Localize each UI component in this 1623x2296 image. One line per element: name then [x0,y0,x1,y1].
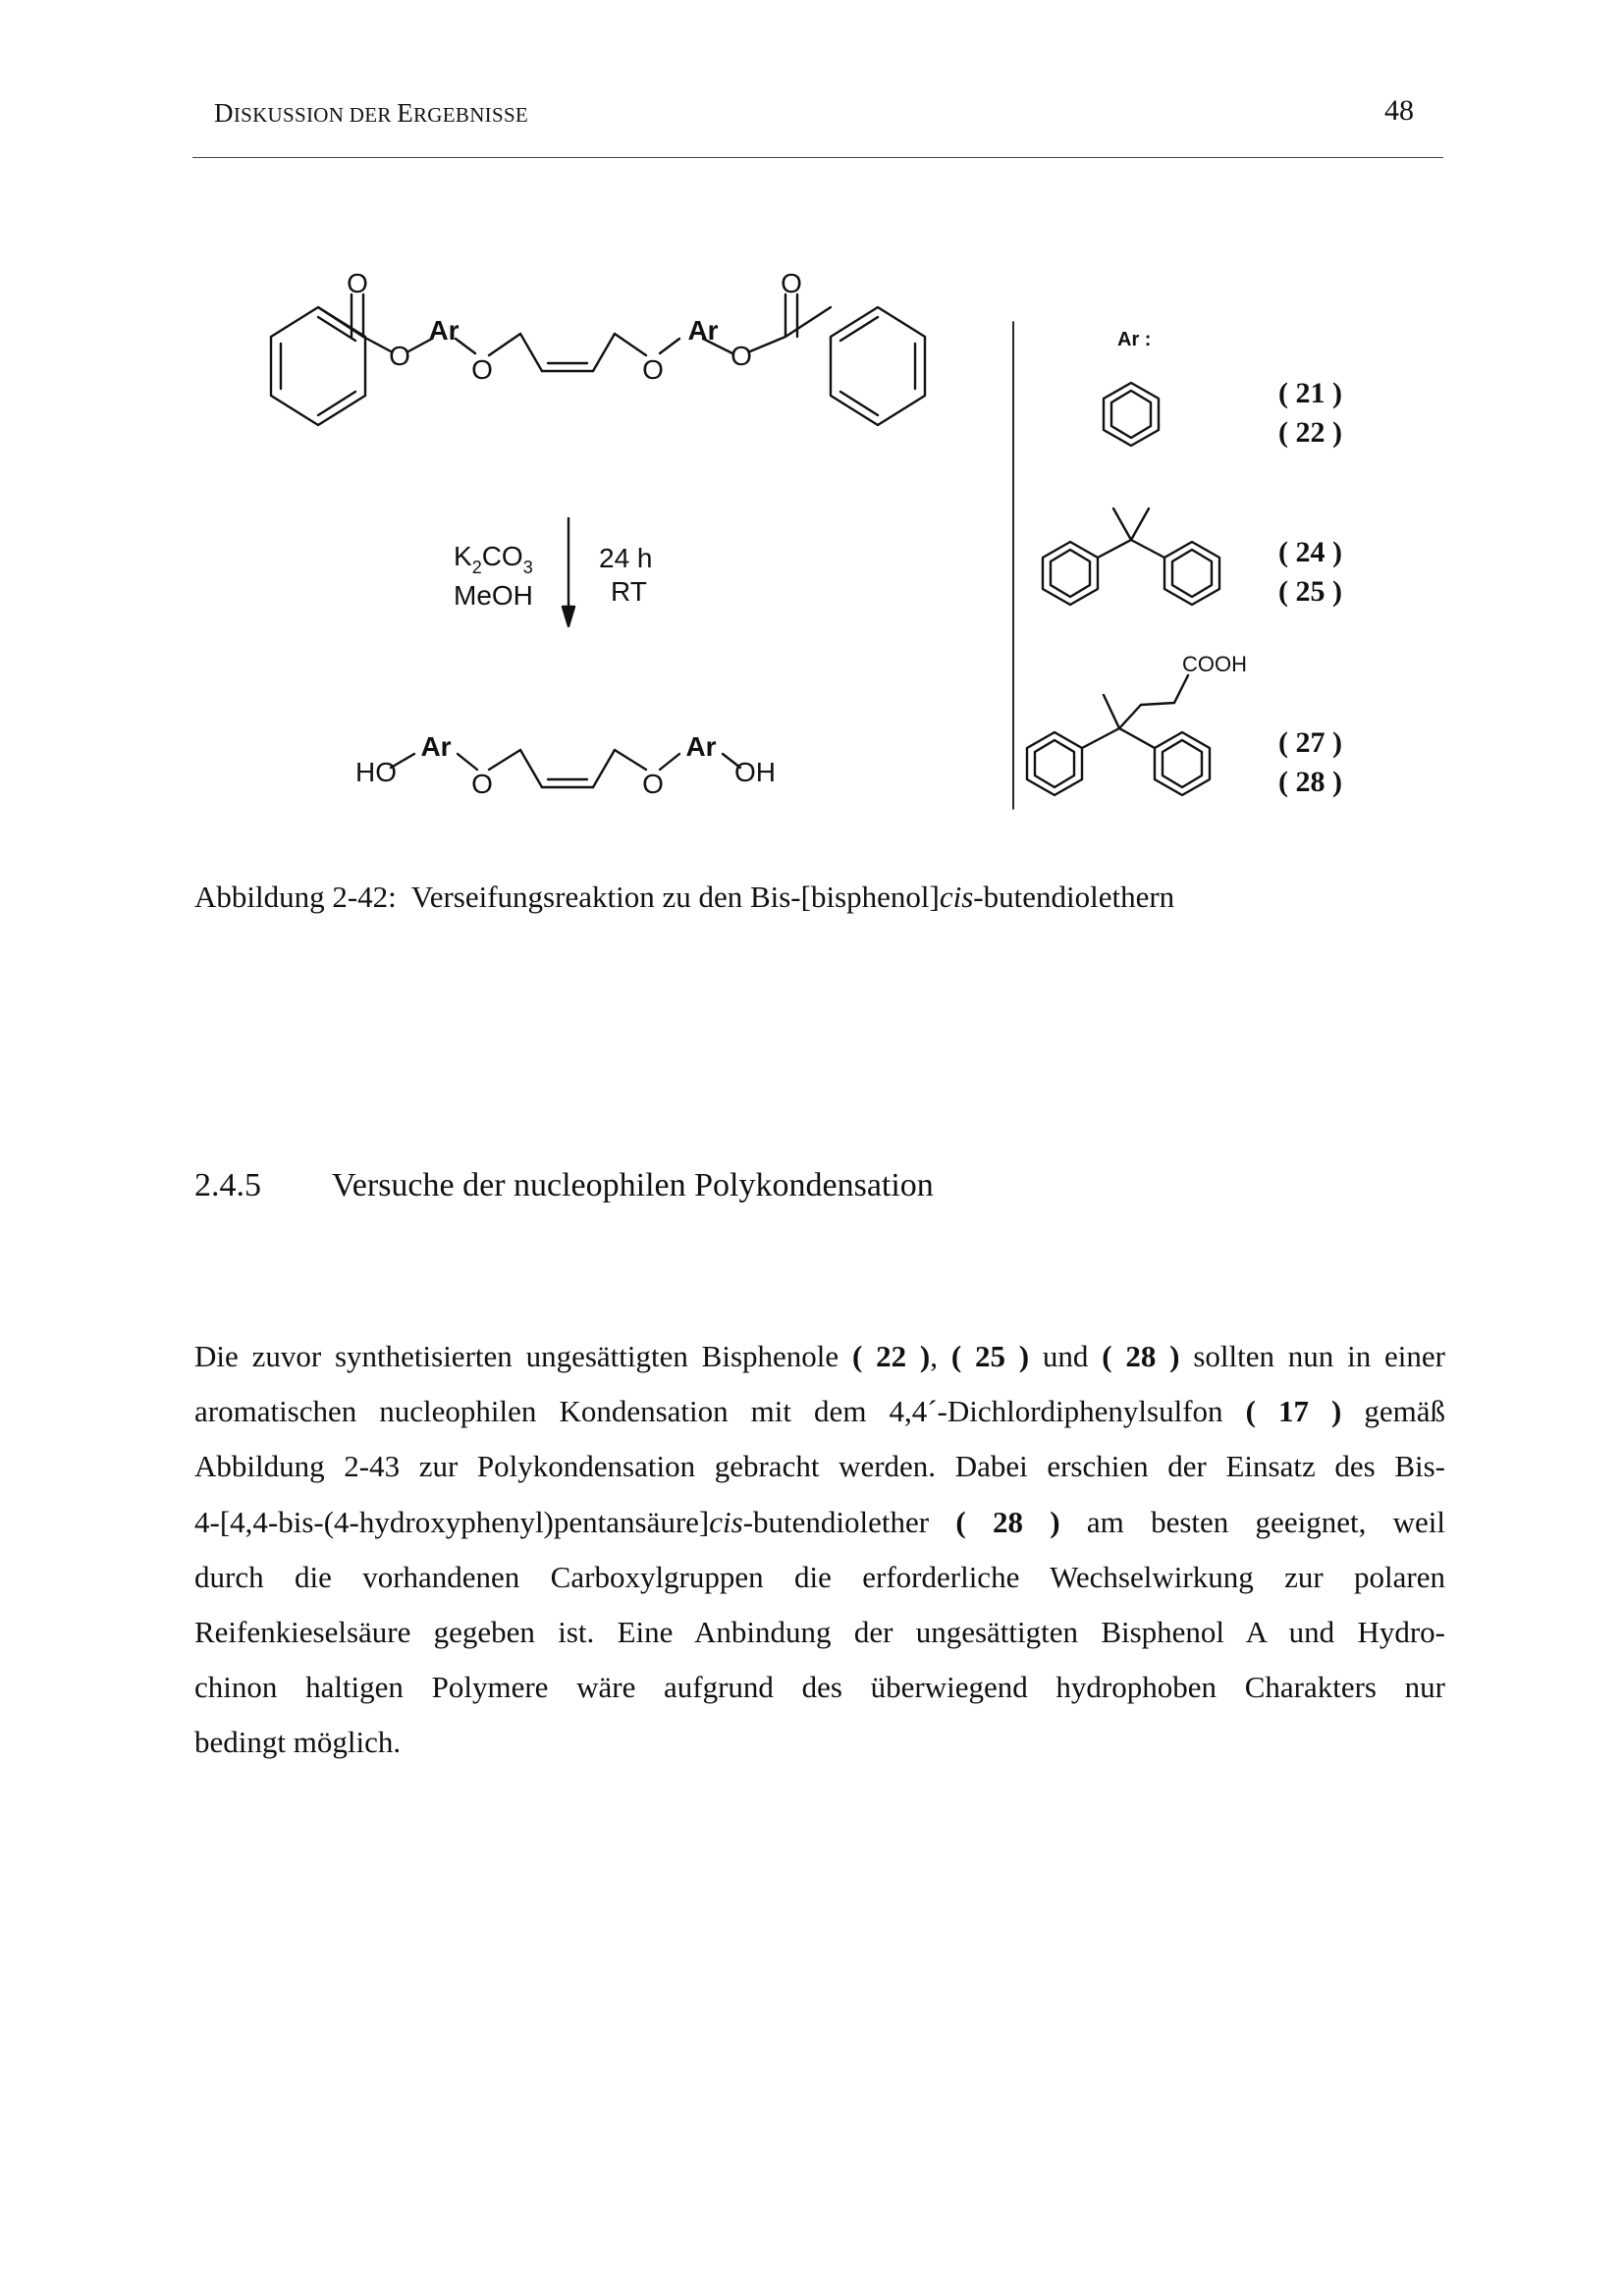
ar-label-top-left: Ar [428,315,460,346]
paragraph-line: 4-[4,4-bis-(4-hydroxyphenyl)pentansäure]cis-butendiolether ( 28 ) am besten geeignet, weil [194,1504,1445,1539]
ar-ring-hydroquinone [1104,383,1159,446]
paragraph-line: durch die vorhandenen Carboxylgruppen die erforderliche Wechselwirkung zur polaren [194,1559,1445,1594]
ar-diphenolic-acid [1027,675,1210,795]
condition-time: 24 h [599,543,653,573]
product-ho: HO [355,757,397,787]
condition-temp: RT [611,576,647,607]
section-number: 2.4.5 [194,1167,261,1203]
carbonyl-o-left: O [347,268,368,298]
reagent-meoh: MeOH [454,580,533,611]
ar-label-top-right: Ar [687,315,719,346]
page-number: 48 [1384,94,1414,127]
compound-24: ( 24 ) [1278,536,1342,568]
reagent-k2co3: $K_2CO_3$ [454,541,533,577]
ester-o-right: O [730,341,752,371]
ar-label-bottom-left: Ar [420,731,452,762]
ar-label-bottom-right: Ar [685,731,717,762]
compound-27: ( 27 ) [1278,726,1342,759]
paragraph-line: aromatischen nucleophilen Kondensation mit dem 4,4´-Dichlordiphenylsulfon ( 17 ) gemäß [194,1394,1445,1429]
paragraph-line: Abbildung 2-43 zur Polykondensation gebracht werden. Dabei erschien der Einsatz des Bis- [194,1449,1445,1484]
ether-o-bottom-left: O [471,769,493,799]
section-heading [194,1167,934,1204]
compound-25: ( 25 ) [1278,575,1342,608]
carbonyl-o-right: O [781,268,802,298]
paragraph-line: chinon haltigen Polymere wäre aufgrund des überwiegend hydrophoben Charakters nur [194,1670,1445,1705]
ar-legend-label: Ar : [1117,329,1152,350]
caption-label: Abbildung 2-42: [194,880,397,914]
body-paragraph [194,1329,1445,1771]
ester-o-left: O [389,341,410,371]
reaction-scheme [0,0,1623,844]
running-title: DISKUSSION DER ERGEBNISSE [214,98,529,128]
ether-o-bottom-right: O [642,769,664,799]
ar-bisphenol-a [1043,508,1219,605]
cooh-label: COOH [1182,652,1247,676]
butene-chain-top [489,334,646,371]
compound-21: ( 21 ) [1278,377,1342,409]
ether-o-top-left: O [471,354,493,385]
reaction-arrow [563,518,574,626]
compound-22: ( 22 ) [1278,416,1342,449]
paragraph-line: bedingt möglich. [194,1725,402,1760]
section-title: Versuche der nucleophilen Polykondensation [332,1167,934,1203]
compound-28: ( 28 ) [1278,766,1342,798]
paragraph-line: Die zuvor synthetisierten ungesättigten Bisphenole ( 22 ), ( 25 ) und ( 28 ) sollten nun in einer [194,1339,1445,1373]
ether-o-top-right: O [642,354,664,385]
paragraph-line: Reifenkieselsäure gegeben ist. Eine Anbindung der ungesättigten Bisphenol A und Hydro- [194,1614,1445,1649]
figure-caption: Abbildung 2-42: Verseifungsreaktion zu den Bis-[bisphenol]cis-butendiolethern [194,880,1175,914]
benzene-ring-right [831,307,925,425]
product-oh: OH [734,757,776,787]
